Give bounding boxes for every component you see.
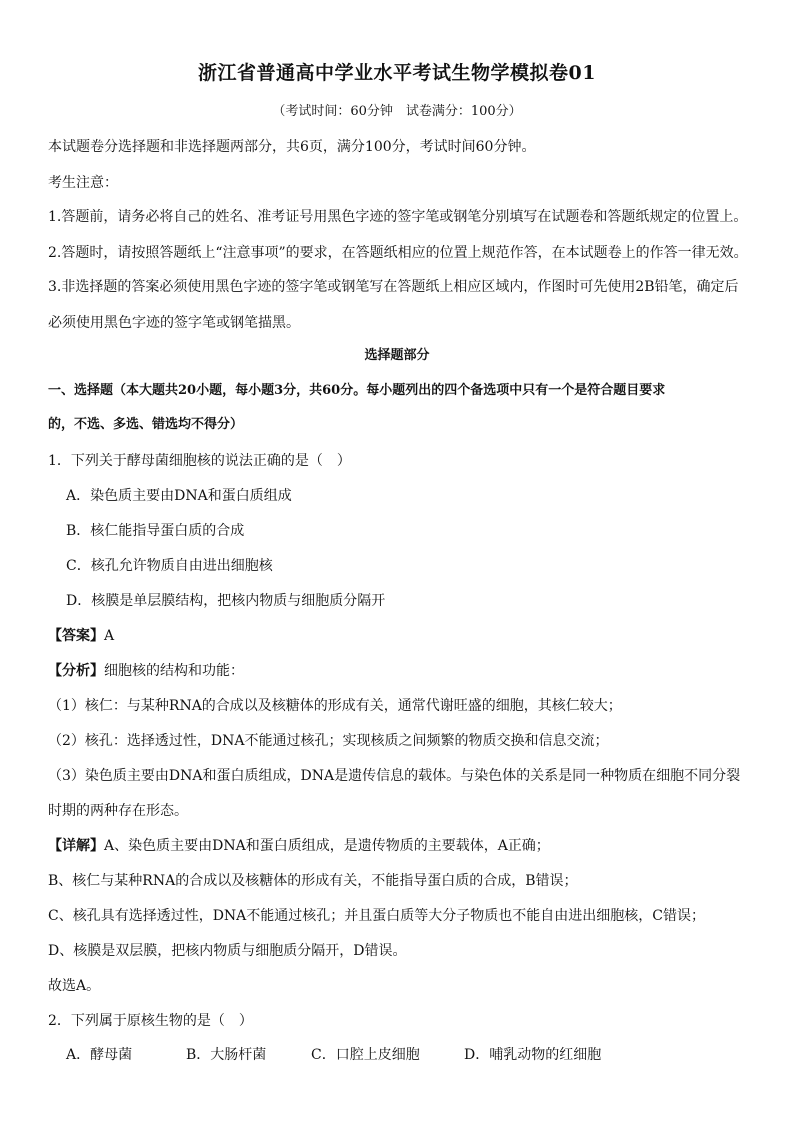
detail-point-b: B、核仁与某种RNA的合成以及核糖体的形成有关，不能指导蛋白质的合成，B错误； xyxy=(48,873,578,889)
part-heading: 一、选择题（本大题共20小题，每小题3分，共60分。每小题列出的四个备选项中只有一个是符合题目要求 xyxy=(48,383,666,398)
page-title: 浙江省普通高中学业水平考试生物学模拟卷01 xyxy=(198,62,596,84)
answer-tag: 【答案】 xyxy=(48,628,104,644)
notice-heading: 考生注意： xyxy=(48,175,118,191)
question-2-option-c: C．口腔上皮细胞 xyxy=(311,1047,420,1063)
detail-text: A、染色质主要由DNA和蛋白质组成，是遗传物质的主要载体，A正确； xyxy=(104,838,550,854)
analysis-text: 细胞核的结构和功能： xyxy=(104,663,244,679)
question-1-stem: 1．下列关于酵母菌细胞核的说法正确的是（ ） xyxy=(48,453,351,469)
question-2-stem: 2．下列属于原核生物的是（ ） xyxy=(48,1013,253,1029)
question-1-option-b: B．核仁能指导蛋白质的合成 xyxy=(66,523,245,539)
question-2-option-a: A．酵母菌 xyxy=(66,1047,133,1063)
detail-line xyxy=(48,836,746,856)
section-title: 选择题部分 xyxy=(364,348,430,363)
analysis-line xyxy=(48,661,746,681)
answer-line xyxy=(48,626,746,646)
analysis-point-3-cont: 时期的两种存在形态。 xyxy=(48,803,188,819)
detail-tag: 【详解】 xyxy=(48,838,104,854)
question-1-option-d: D．核膜是单层膜结构，把核内物质与细胞质分隔开 xyxy=(66,593,386,609)
part-heading-cont: 的，不选、多选、错选均不得分） xyxy=(48,417,244,432)
detail-point-d: D、核膜是双层膜，把核内物质与细胞质分隔开，D错误。 xyxy=(48,943,407,959)
intro-text: 本试题卷分选择题和非选择题两部分，共6页，满分100分，考试时间60分钟。 xyxy=(48,139,536,155)
question-2-option-b: B．大肠杆菌 xyxy=(186,1047,267,1063)
notice-item-3: 3.非选择题的答案必须使用黑色字迹的签字笔或钢笔写在答题纸上相应区域内，作图时可先使用2B铅笔，确定后 xyxy=(48,279,739,295)
answer-value: A xyxy=(104,628,115,644)
detail-point-c: C、核孔具有选择透过性，DNA不能通过核孔；并且蛋白质等大分子物质也不能自由进出细胞核，C错误； xyxy=(48,908,706,924)
analysis-point-2: （2）核孔：选择透过性，DNA不能通过核孔；实现核质之间频繁的物质交换和信息交流； xyxy=(48,733,609,749)
question-1-option-a: A．染色质主要由DNA和蛋白质组成 xyxy=(66,488,292,504)
analysis-point-1: （1）核仁：与某种RNA的合成以及核糖体的形成有关，通常代谢旺盛的细胞，其核仁较大； xyxy=(48,698,622,714)
notice-item-1: 1.答题前，请务必将自己的姓名、准考证号用黑色字迹的签字笔或钢笔分别填写在试题卷和答题纸规定的位置上。 xyxy=(48,209,748,225)
notice-item-2: 2.答题时，请按照答题纸上“注意事项”的要求，在答题纸相应的位置上规范作答，在本试题卷上的作答一律无效。 xyxy=(48,245,748,261)
question-2-option-d: D．哺乳动物的红细胞 xyxy=(464,1047,602,1063)
analysis-point-3: （3）染色质主要由DNA和蛋白质组成，DNA是遗传信息的载体。与染色体的关系是同一种物质在细胞不同分裂 xyxy=(48,768,741,784)
notice-item-3-cont: 必须使用黑色字迹的签字笔或钢笔描黑。 xyxy=(48,315,300,331)
analysis-tag: 【分析】 xyxy=(48,663,104,679)
question-1-option-c: C．核孔允许物质自由进出细胞核 xyxy=(66,558,273,574)
detail-conclusion: 故选A。 xyxy=(48,978,101,994)
exam-info-subtitle: （考试时间：60分钟 试卷满分：100分） xyxy=(272,104,522,119)
